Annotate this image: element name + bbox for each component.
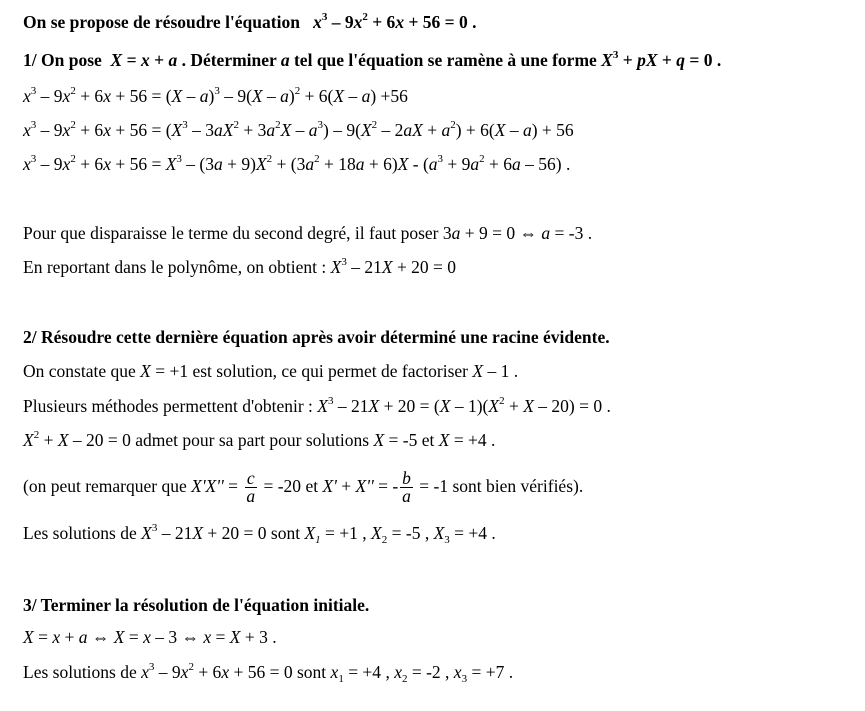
fraction-c-over-a: $\frac{c}{a}$ (246, 468, 256, 507)
condition-line: Pour que disparaisse le terme du second degré, il faut poser 3a + 9 = 0 ⇔ a = -3 . (23, 223, 593, 243)
expansion-line-2: $x^3 - 9x^2 + 6x + 56 = (X^3 - 3aX^2 + 3a^2X - a^3) - 9(X^2 - 2aX + a^2) + 6(X - a) + 56$ (23, 119, 574, 140)
final-solutions-line: Les solutions de $x^3 - 9x^2 + 6x + 56 = 0$ sont $x_1 = +4$ , $x_2 = -2$ , $x_3 = +7$ . (23, 661, 514, 685)
factorization-line: Plusieurs méthodes permettent d'obtenir : $X^3 - 21X + 20 = (X - 1)(X^2 + X - 20) = 0$ . (23, 395, 611, 416)
question-3: 3/ Terminer la résolution de l'équation initiale. (23, 595, 370, 615)
reduced-equation-line: En reportant dans le polynôme, on obtient : $X^3 - 21X + 20 = 0$ (23, 256, 457, 277)
root-line: On constate que X = +1 est solution, ce qui permet de factoriser X – 1 . (23, 361, 519, 381)
equivalence-symbol: ⇔ (519, 223, 537, 243)
question-1: 1/ On pose X = x + a . Déterminer a tel que l'équation se ramène à une forme $X^3$ + pX + q = 0 . (23, 49, 722, 70)
solutions-reduced-line: Les solutions de $X^3 - 21X + 20 = 0$ sont $X_1 = +1$ , $X_2 = -5$ , $X_3 = +4$ . (23, 522, 496, 546)
substitution-line: X = x + a ⇔ X = x – 3 ⇔ x = X + 3 . (23, 627, 277, 647)
question-2: 2/ Résoudre cette dernière équation après avoir déterminé une racine évidente. (23, 327, 610, 347)
fraction-b-over-a: $\frac{b}{a}$ (402, 468, 411, 507)
problem-statement: On se propose de résoudre l'équation $x^3 - 9x^2 + 6x + 56 = 0$ . (23, 11, 477, 32)
equation: $x^3 - 9x^2 + 6x + 56 = 0$ . (313, 11, 477, 32)
quadratic-line: $X^2 + X - 20 = 0$ admet pour sa part pour solutions X = -5 et X = +4 . (23, 429, 496, 450)
remark-line: (on peut remarquer que X'X'' = $\frac{c}{a}$ = -20 et X' + X'' = - $\frac{b}{a}$ = -1 sont bien vérifiés). (23, 468, 584, 507)
expansion-line-3: $x^3 - 9x^2 + 6x + 56 = X^3 - (3a + 9)X^2 + (3a^2 + 18a + 6)X - (a^3 + 9a^2 + 6a - 56)$ . (23, 153, 571, 174)
expansion-line-1: $x^3 - 9x^2 + 6x + 56 = (X - a)^3 - 9(X - a)^2 + 6(X - a) +56$ (23, 85, 408, 106)
